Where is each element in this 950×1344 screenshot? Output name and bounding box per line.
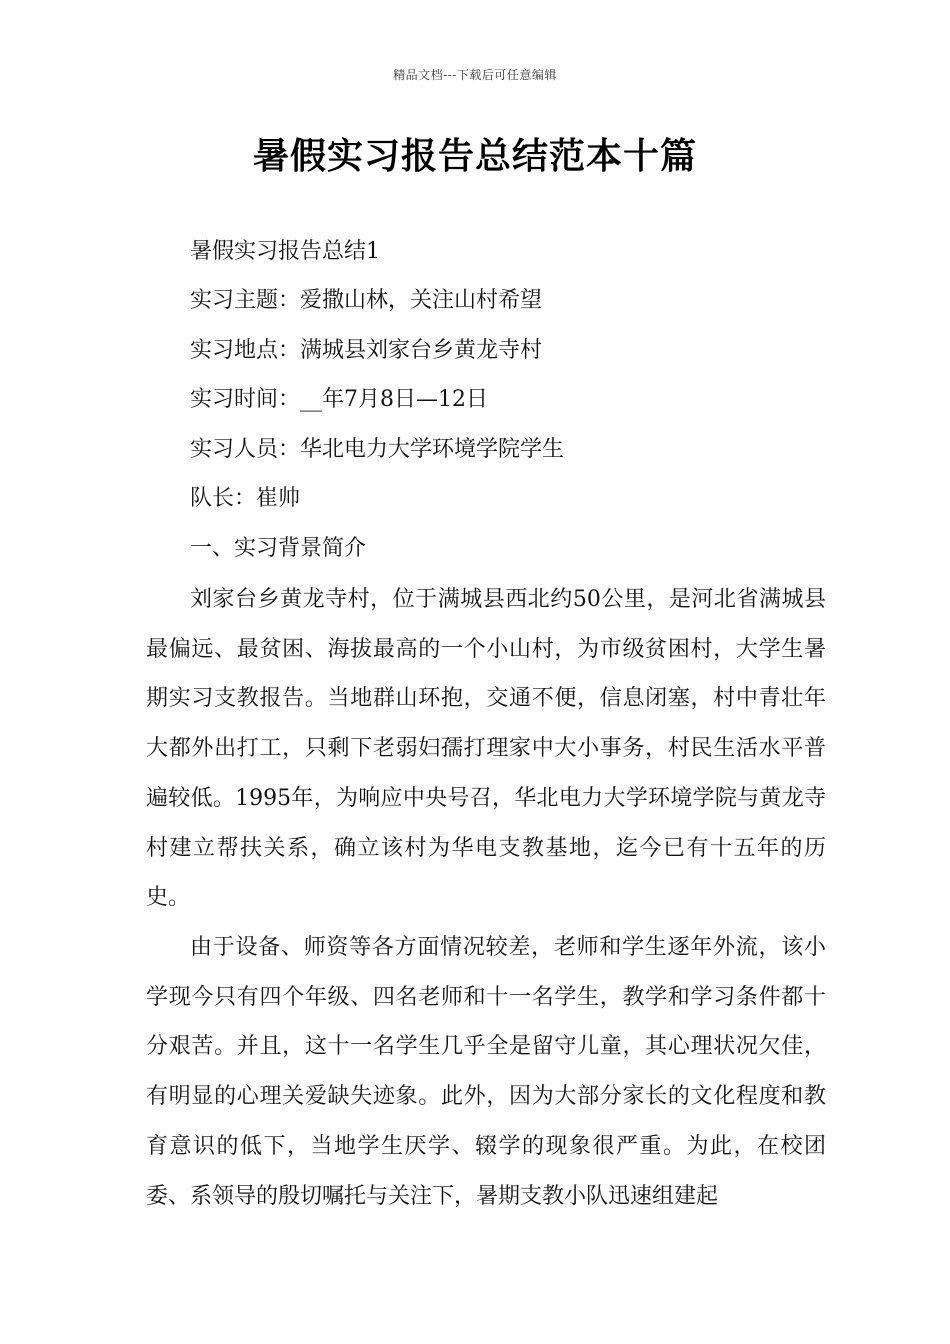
section-heading: 一、实习背景简介 [190, 536, 367, 561]
body-paragraph-2: 由于设备、师资等各方面情况较差，老师和学生逐年外流，该小学现今只有四个年级、四名老师和十一名学生，教学和学习条件都十分艰苦。并且，这十一名学生几乎全是留守儿童，其心理状况欠佳，有明显的心理关爱缺失迹象。此外，因为大部分家长的文化程度和教育意识的低下，当地学生厌学、辍学的现象很严重。为此，在校团委、系领导的殷切嘱托与关注下，暑期支教小队迅速组建起 [146, 935, 826, 1209]
internship-members: 实习人员：华北电力大学环境学院学生 [190, 437, 565, 462]
internship-time: 实习时间：__年7月8日—12日 [190, 387, 488, 412]
document-title: 暑假实习报告总结范本十篇 [252, 135, 697, 177]
report-subtitle: 暑假实习报告总结1 [190, 239, 380, 264]
header-note: 精品文档---下载后可任意编辑 [393, 68, 557, 82]
team-leader: 队长：崔帅 [190, 486, 301, 511]
body-paragraph-1: 刘家台乡黄龙寺村，位于满城县西北约50公里，是河北省满城县最偏远、最贫困、海拔最高的一个小山村，为市级贫困村，大学生暑期实习支教报告。当地群山环抱，交通不便，信息闭塞，村中青壮年大都外出打工，只剩下老弱妇孺打理家中大小事务，村民生活水平普遍较低。1995年，为响应中央号召，华北电力大学环境学院与黄龙寺村建立帮扶关系，确立该村为华电支教基地，迄今已有十五年的历史。 [146, 587, 826, 911]
internship-theme: 实习主题：爱撒山林，关注山村希望 [190, 288, 543, 313]
internship-location: 实习地点：满城县刘家台乡黄龙寺村 [190, 338, 543, 363]
